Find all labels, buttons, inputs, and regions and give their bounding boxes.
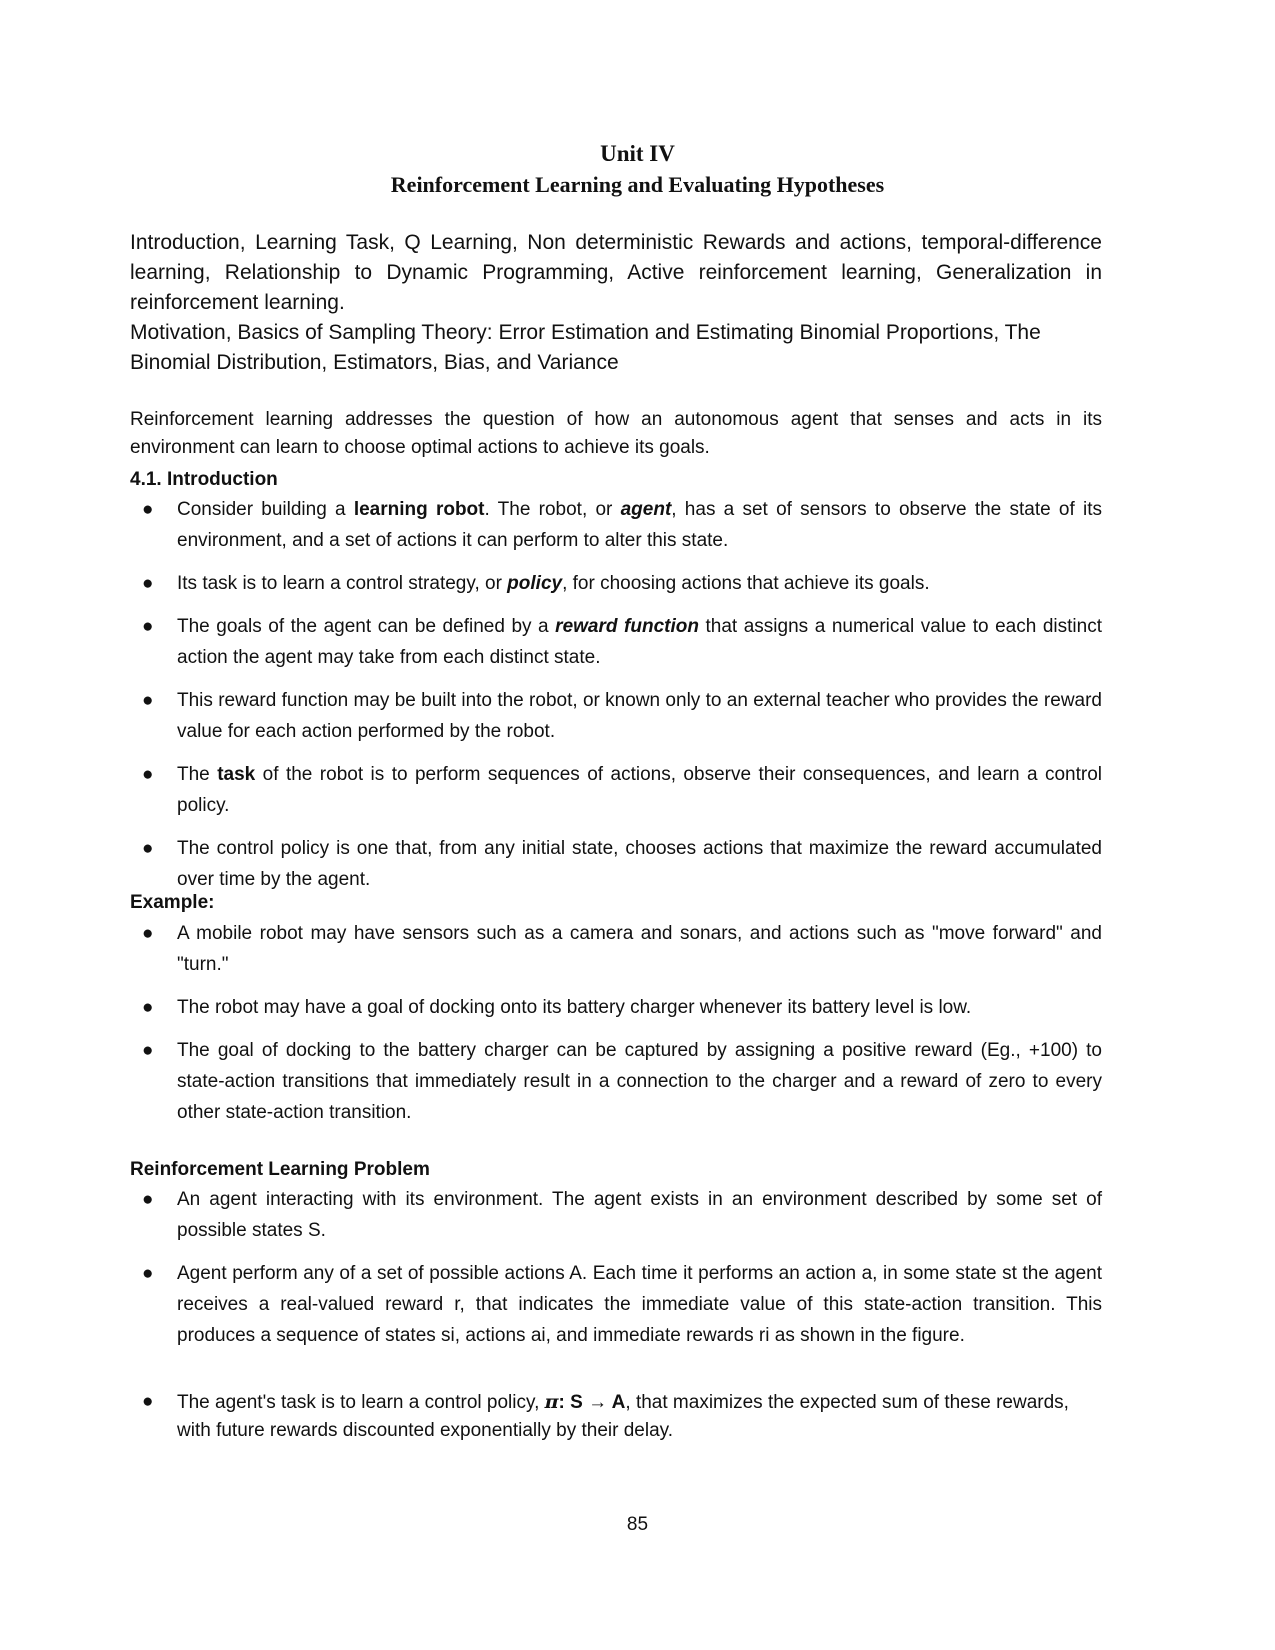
- bullet-icon: ●: [142, 838, 154, 859]
- list-item: ● The agent's task is to learn a control policy, π: S → A, that maximizes the expected sum of these rewards, with future rewards discounted exponentially by their delay.: [130, 1388, 1102, 1445]
- emphasis-text: learning robot: [353, 499, 485, 520]
- example-bullet-list: [130, 918, 1102, 1140]
- bullet-icon: ●: [142, 1189, 154, 1210]
- intro-paragraph: Reinforcement learning addresses the question of how an autonomous agent that senses and acts in its environment can learn to choose optimal actions to achieve its goals.: [130, 409, 1102, 458]
- list-item: ● The control policy is one that, from any initial state, chooses actions that maximize the reward accumulated over time by the agent.: [130, 833, 1102, 895]
- syllabus-topics-hypotheses: Motivation, Basics of Sampling Theory: Error Estimation and Estimating Binomial Proportions, The Binomial Distribution, Estimators, Bias, and Variance: [130, 321, 1041, 374]
- rl-problem-bullet-list-cont: [130, 1388, 1102, 1445]
- bullet-icon: ●: [142, 1391, 154, 1412]
- introduction-bullet-list: [130, 494, 1102, 895]
- syllabus-block: [130, 228, 1102, 378]
- bullet-icon: ●: [142, 573, 154, 594]
- list-item: ● The robot may have a goal of docking onto its battery charger whenever its battery level is low.: [130, 992, 1102, 1023]
- list-item: ● Consider building a learning robot. The robot, or agent, has a set of sensors to observe the state of its environment, and a set of actions it can perform to alter this state.: [130, 494, 1102, 556]
- bullet-icon: ●: [142, 499, 154, 520]
- bullet-icon: ●: [142, 997, 154, 1018]
- list-item: ● An agent interacting with its environment. The agent exists in an environment described by some set of possible states S.: [130, 1184, 1102, 1246]
- bullet-icon: ●: [142, 764, 154, 785]
- list-item: ● Its task is to learn a control strategy, or policy, for choosing actions that achieve its goals.: [130, 568, 1102, 599]
- bullet-icon: ●: [142, 616, 154, 637]
- section-heading-introduction: 4.1. Introduction: [130, 469, 278, 490]
- policy-formula: : S → A: [558, 1392, 626, 1413]
- bullet-icon: ●: [142, 923, 154, 944]
- list-item: ● A mobile robot may have sensors such as a camera and sonars, and actions such as "move forward" and "turn.": [130, 918, 1102, 980]
- list-item: ● The goals of the agent can be defined by a reward function that assigns a numerical value to each distinct action the agent may take from each distinct state.: [130, 611, 1102, 673]
- list-item: ● This reward function may be built into the robot, or known only to an external teacher who provides the reward value for each action performed by the robot.: [130, 685, 1102, 747]
- bullet-icon: ●: [142, 1040, 154, 1061]
- rl-problem-bullet-list: [130, 1184, 1102, 1363]
- bullet-icon: ●: [142, 690, 154, 711]
- bullet-icon: ●: [142, 1263, 154, 1284]
- list-item: ● Agent perform any of a set of possible actions A. Each time it performs an action a, in some state st the agent receives a real-valued reward r, that indicates the immediate value of this state-action transition. This produces a sequence of states si, actions ai, and immediate rewards ri as shown in the figure.: [130, 1258, 1102, 1351]
- emphasis-text: policy: [507, 573, 563, 594]
- unit-title: Unit IV: [600, 141, 675, 166]
- emphasis-text: reward function: [555, 616, 699, 637]
- section-heading-example: Example:: [130, 892, 215, 913]
- emphasis-text: agent: [620, 499, 672, 520]
- syllabus-topics-rl: Introduction, Learning Task, Q Learning, Non deterministic Rewards and actions, temporal-difference learning, Relationship to Dynamic Programming, Active reinforcement learning, Generalization in reinforcement learning.: [130, 231, 1102, 314]
- list-item: ● The task of the robot is to perform sequences of actions, observe their consequences, and learn a control policy.: [130, 759, 1102, 821]
- section-heading-rl-problem: Reinforcement Learning Problem: [130, 1159, 430, 1180]
- emphasis-text: task: [217, 764, 256, 785]
- policy-symbol: π: [544, 1391, 559, 1413]
- page-number: 85: [626, 1514, 649, 1535]
- unit-subtitle: Reinforcement Learning and Evaluating Hypotheses: [390, 172, 885, 197]
- list-item: ● The goal of docking to the battery charger can be captured by assigning a positive reward (Eg., +100) to state-action transitions that immediately result in a connection to the charger and a reward of zero to every other state-action transition.: [130, 1035, 1102, 1128]
